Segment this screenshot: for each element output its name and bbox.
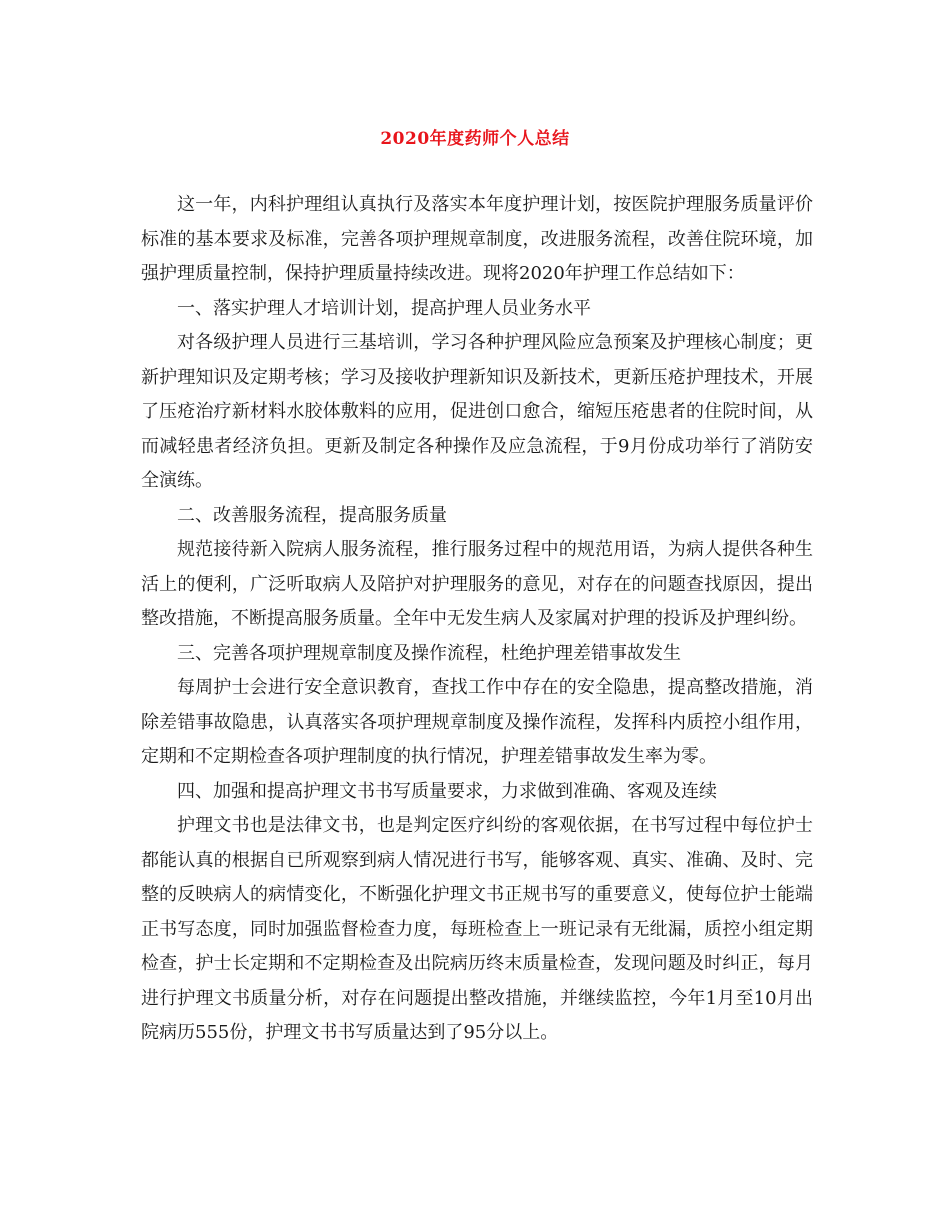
section-paragraph-2: 规范接待新入院病人服务流程，推行服务过程中的规范用语，为病人提供各种生活上的便利，广泛听取病人及陪护对护理服务的意见，对存在的问题查找原因，提出整改措施，不断提高服务质量。全年中无发生病人及家属对护理的投诉及护理纠纷。 [141,539,813,629]
section-heading-2: 二、改善服务流程，提高服务质量 [177,504,447,526]
section-paragraph-3: 每周护士会进行安全意识教育，查找工作中存在的安全隐患，提高整改措施，消除差错事故隐患，认真落实各项护理规章制度及操作流程，发挥科内质控小组作用，定期和不定期检查各项护理制度的执行情况，护理差错事故发生率为零。 [141,677,813,767]
section-heading-4: 四、加强和提高护理文书书写质量要求，力求做到准确、客观及连续 [177,780,717,802]
section-paragraph-4: 护理文书也是法律文书，也是判定医疗纠纷的客观依据，在书写过程中每位护士都能认真的根据自已所观察到病人情况进行书写，能够客观、真实、准确、及时、完整的反映病人的病情变化，不断强化护理文书正规书写的重要意义，使每位护士能端正书写态度，同时加强监督检查力度，每班检查上一班记录有无纰漏，质控小组定期检查，护士长定期和不定期检查及出院病历终末质量检查，发现问题及时纠正，每月进行护理文书质量分析，对存在问题提出整改措施，并继续监控，今年1月至10月出院病历555份，护理文书书写质量达到了95分以上。 [141,815,813,1043]
document-title: 2020年度药师个人总结 [380,129,570,149]
section-heading-1: 一、落实护理人才培训计划，提高护理人员业务水平 [177,297,591,319]
section-paragraph-1: 对各级护理人员进行三基培训，学习各种护理风险应急预案及护理核心制度；更新护理知识及定期考核；学习及接收护理新知识及新技术，更新压疮护理技术，开展了压疮治疗新材料水胶体敷料的应用，促进创口愈合，缩短压疮患者的住院时间，从而减轻患者经济负担。更新及制定各种操作及应急流程，于9月份成功举行了消防安全演练。 [141,332,813,491]
document-body [141,188,813,1051]
intro-paragraph: 这一年，内科护理组认真执行及落实本年度护理计划，按医院护理服务质量评价标准的基本要求及标准，完善各项护理规章制度，改进服务流程，改善住院环境，加强护理质量控制，保持护理质量持续改进。现将2020年护理工作总结如下： [141,194,813,284]
section-heading-3: 三、完善各项护理规章制度及操作流程，杜绝护理差错事故发生 [177,642,681,664]
